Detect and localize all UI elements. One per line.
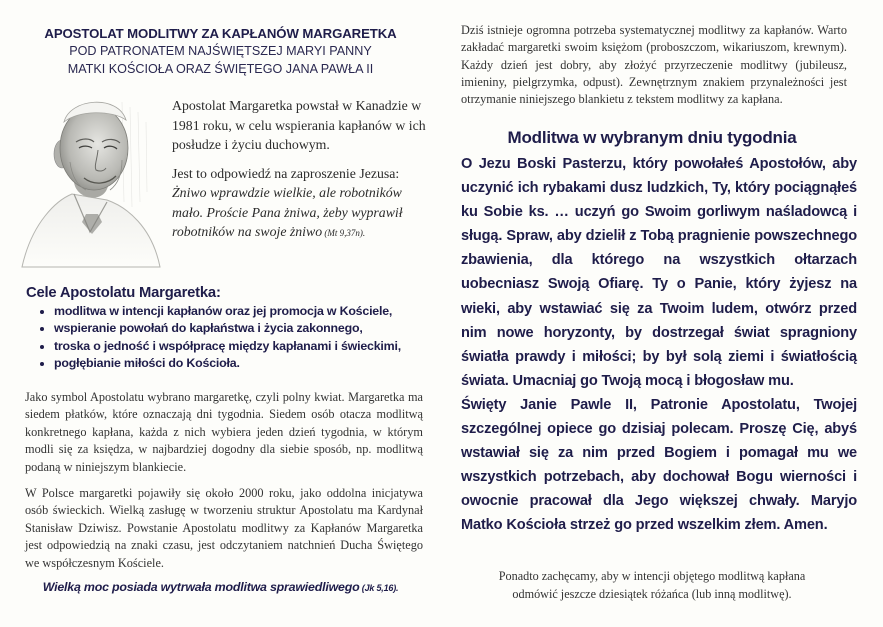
document-title: APOSTOLAT MODLITWY ZA KAPŁANÓW MARGARETKA [44,26,397,41]
goals-section [26,285,436,373]
symbol-paragraph: Jako symbol Apostolatu wybrano margaretkę, czyli polny kwiat. Margaretka ma siedem płatków, które oznaczają dni tygodnia. Siedem osób otacza modlitwą konkretnego kapłana, każda z nich wybiera jeden dzień tygodnia, w którym modli się za księdza, w najbardziej dogodny dla siebie sposób, np. modlitwą podaną w niniejszym blankiecie. [25,390,423,474]
intro-paragraph-history: Apostolat Margaretka powstał w Kanadzie w 1981 roku, w celu wspierania kapłanów w ich posłudze i życiu duchowym. [172,98,426,152]
bullet-icon [40,345,44,349]
intro-paragraph-invitation [172,164,430,244]
intro-invitation-lead: Jest to odpowiedź na zaproszenie Jezusa: [172,165,400,181]
rosary-note-line2: odmówić jeszcze dziesiątek różańca (lub inną modlitwę). [512,586,792,601]
prayer-need-paragraph: Dziś istnieje ogromna potrzeba systematycznej modlitwy za kapłanów. Warto zakładać margaretki swoim księżom (proboszczom, wikariuszom, krewnym). Każdy dzień jest dobry, aby złożyć przyrzeczenie modlitwy (jubileusz, imieniny, pielgrzymka, odpust). Zewnętrznym znakiem przynależności jest otrzymanie niniejszego blankietu z tekstem modlitwy za kapłana. [461,23,847,107]
prayer-part-john-paul: Święty Janie Pawle II, Patronie Apostolatu, Twojej szczególnej opiece go dzisiaj polecam. Proszę Cię, abyś wstawiał się za nim przed Bogiem i pomagał mu we wszystkich potrzebach, aby dochował Bogu wierności i owocnie pracował dla Jego większej chwały. Maryjo Matko Kościoła strzeż go przed wszelkim złem. Amen. [461,396,857,534]
motto [0,580,441,594]
prayer-text [461,152,857,538]
bullet-icon [40,327,44,331]
goals-list-item: wspieranie powołań do kapłaństwa i życia zakonnego, [40,320,436,337]
goals-list-item: troska o jedność i współpracę między kapłanami i świeckimi, [40,338,436,355]
document-subtitle-line1: POD PATRONATEM NAJŚWIĘTSZEJ MARYI PANNY [69,44,372,58]
goals-list [26,303,436,373]
motto-text: Wielką moc posiada wytrwała modlitwa sprawiedliwego [42,580,360,594]
right-page [441,0,883,627]
goals-list-item: modlitwa w intencji kapłanów oraz jej promocja w Kościele, [40,303,436,320]
gospel-quote: Żniwo wprawdzie wielkie, ale robotników mało. Proście Pana żniwa, żeby wyprawił robotników na swoje żniwo [172,185,403,239]
goals-heading: Cele Apostolatu Margaretka: [26,285,221,301]
prayer-part-jesus: O Jezu Boski Pasterzu, który powołałeś Apostołów, aby uczynić ich rybakami dusz ludzkich, Ty, który pociągnąłeś ku Sobie ks. … uczyń go Swoim gorliwym naśladowcą i sługą. Spraw, aby dzielił z Tobą pragnienie powszechnego zbawienia, dla którego na wszystkich ołtarzach uobecniasz Swoją Ofiarę. Ty o Panie, który żyjesz na wieki, aby wstawiać się za Twoim ludem, otwórz przed nim nowe horyzonty, by dostrzegał świat spragniony światła prawdy i miłości; by był solą ziemi i światłością świata. Umacniaj go Twoją mocą i błogosław mu. [461,156,857,389]
bullet-icon [40,362,44,366]
portrait-image [12,82,162,272]
rosary-note-line1: Ponadto zachęcamy, aby w intencji objętego modlitwą kapłana [498,569,806,583]
left-page [0,0,441,627]
bullet-icon [40,310,44,314]
gospel-reference: (Mt 9,37n). [322,228,366,238]
document-subtitle-line2: MATKI KOŚCIOŁA ORAZ ŚWIĘTEGO JANA PAWŁA II [67,62,374,76]
motto-reference: (Jk 5,16). [359,583,399,593]
rosary-note [441,568,863,603]
prayer-heading: Modlitwa w wybranym dniu tygodnia [507,128,797,147]
intro-text [172,96,430,253]
goals-list-item: pogłębianie miłości do Kościoła. [40,355,436,372]
poland-history-paragraph: W Polsce margaretki pojawiły się około 2000 roku, jako oddolna inicjatywa osób świeckich. Wielką zasługę w tworzeniu struktur Apostolatu ma Kardynał Stanisław Dziwisz. Powstanie Apostolatu modlitwy za Kapłanów Margaretka jest odpowiedzią na znaki czasu, jest odczytaniem natchnień Ducha Świętego we współczesnym Kościele. [25,486,423,570]
